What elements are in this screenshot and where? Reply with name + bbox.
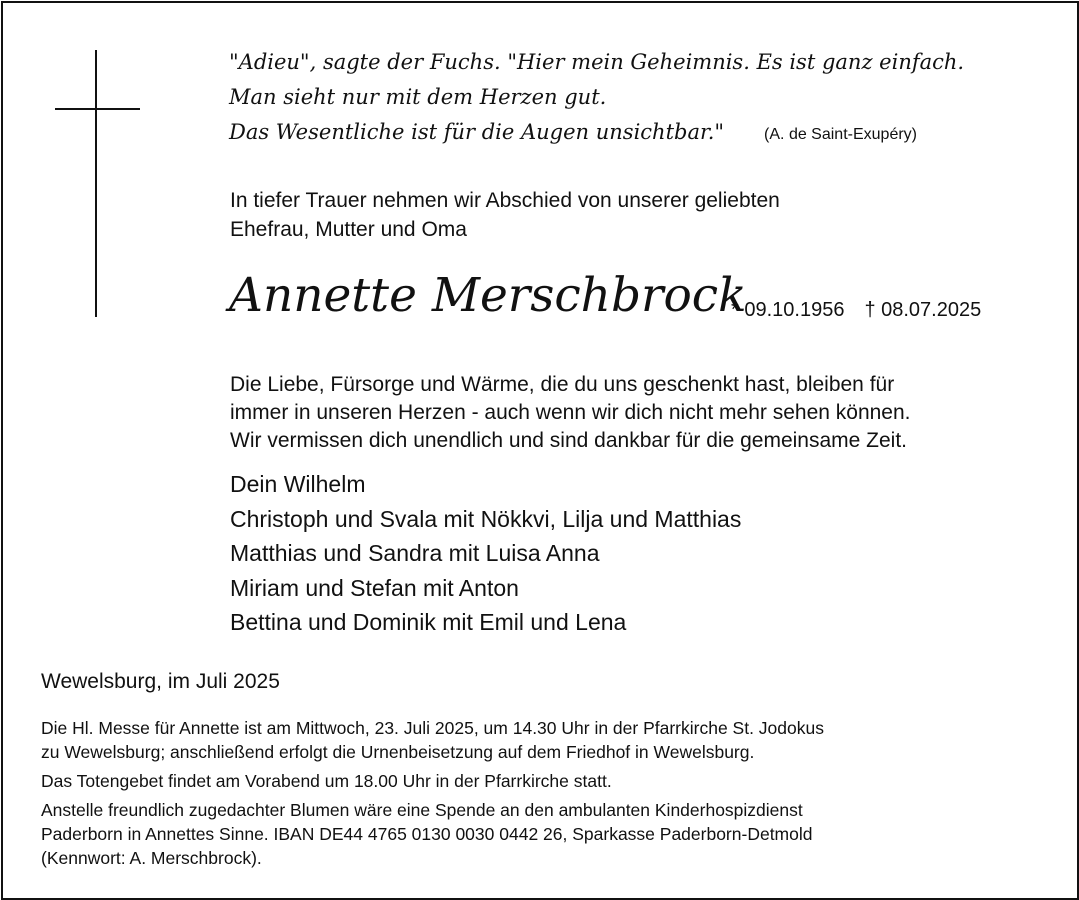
intro-text bbox=[230, 186, 780, 244]
note-line: Die Hl. Messe für Annette ist am Mittwoch, 23. Juli 2025, um 14.30 Uhr in der Pfarrkirche St. Jodokus bbox=[41, 718, 824, 738]
quote bbox=[229, 45, 964, 152]
obituary-notice bbox=[1, 1, 1079, 900]
intro-line: Ehefrau, Mutter und Oma bbox=[230, 218, 467, 241]
note-line: zu Wewelsburg; anschließend erfolgt die Urnenbeisetzung auf dem Friedhof in Wewelsburg. bbox=[41, 742, 755, 762]
quote-line: Man sieht nur mit dem Herzen gut. bbox=[229, 85, 607, 109]
family-member: Bettina und Dominik mit Emil und Lena bbox=[230, 609, 627, 635]
quote-line bbox=[229, 115, 964, 152]
tribute-line: immer in unseren Herzen - auch wenn wir dich nicht mehr sehen können. bbox=[230, 401, 911, 424]
death-date: † 08.07.2025 bbox=[864, 299, 982, 321]
tribute-line: Wir vermissen dich unendlich und sind dankbar für die gemeinsame Zeit. bbox=[230, 429, 907, 452]
intro-line: In tiefer Trauer nehmen wir Abschied von unserer geliebten bbox=[230, 189, 780, 212]
birth-date: * 09.10.1956 bbox=[731, 299, 845, 321]
quote-line: "Adieu", sagte der Fuchs. "Hier mein Geheimnis. Es ist ganz einfach. bbox=[229, 50, 965, 74]
tribute-line: Die Liebe, Fürsorge und Wärme, die du uns geschenkt hast, bleiben für bbox=[230, 373, 895, 396]
cross-icon-vertical bbox=[95, 50, 97, 317]
quote-line-text: Das Wesentliche ist für die Augen unsichtbar." bbox=[229, 120, 725, 144]
family-list bbox=[230, 467, 741, 640]
tribute-text bbox=[230, 371, 911, 455]
place-date: Wewelsburg, im Juli 2025 bbox=[41, 670, 280, 693]
mass-note bbox=[41, 716, 824, 764]
note-line: (Kennwort: A. Merschbrock). bbox=[41, 848, 262, 868]
family-member: Matthias und Sandra mit Luisa Anna bbox=[230, 540, 600, 566]
note-line: Das Totengebet findet am Vorabend um 18.00 Uhr in der Pfarrkirche statt. bbox=[41, 771, 612, 791]
donation-note bbox=[41, 798, 824, 870]
note-line: Paderborn in Annettes Sinne. IBAN DE44 4765 0130 0030 0442 26, Sparkasse Paderborn-Detmold bbox=[41, 824, 813, 844]
notes bbox=[41, 716, 824, 875]
cross-icon-horizontal bbox=[55, 108, 140, 110]
family-member: Dein Wilhelm bbox=[230, 471, 366, 497]
quote-source: (A. de Saint-Exupéry) bbox=[764, 126, 917, 143]
life-dates bbox=[731, 297, 981, 323]
family-member: Christoph und Svala mit Nökkvi, Lilja und Matthias bbox=[230, 505, 742, 532]
deceased-name: Annette Merschbrock bbox=[229, 268, 747, 323]
family-member: Miriam und Stefan mit Anton bbox=[230, 574, 519, 601]
note-line: Anstelle freundlich zugedachter Blumen wäre eine Spende an den ambulanten Kinderhospizdienst bbox=[41, 800, 803, 820]
prayer-note bbox=[41, 769, 824, 793]
